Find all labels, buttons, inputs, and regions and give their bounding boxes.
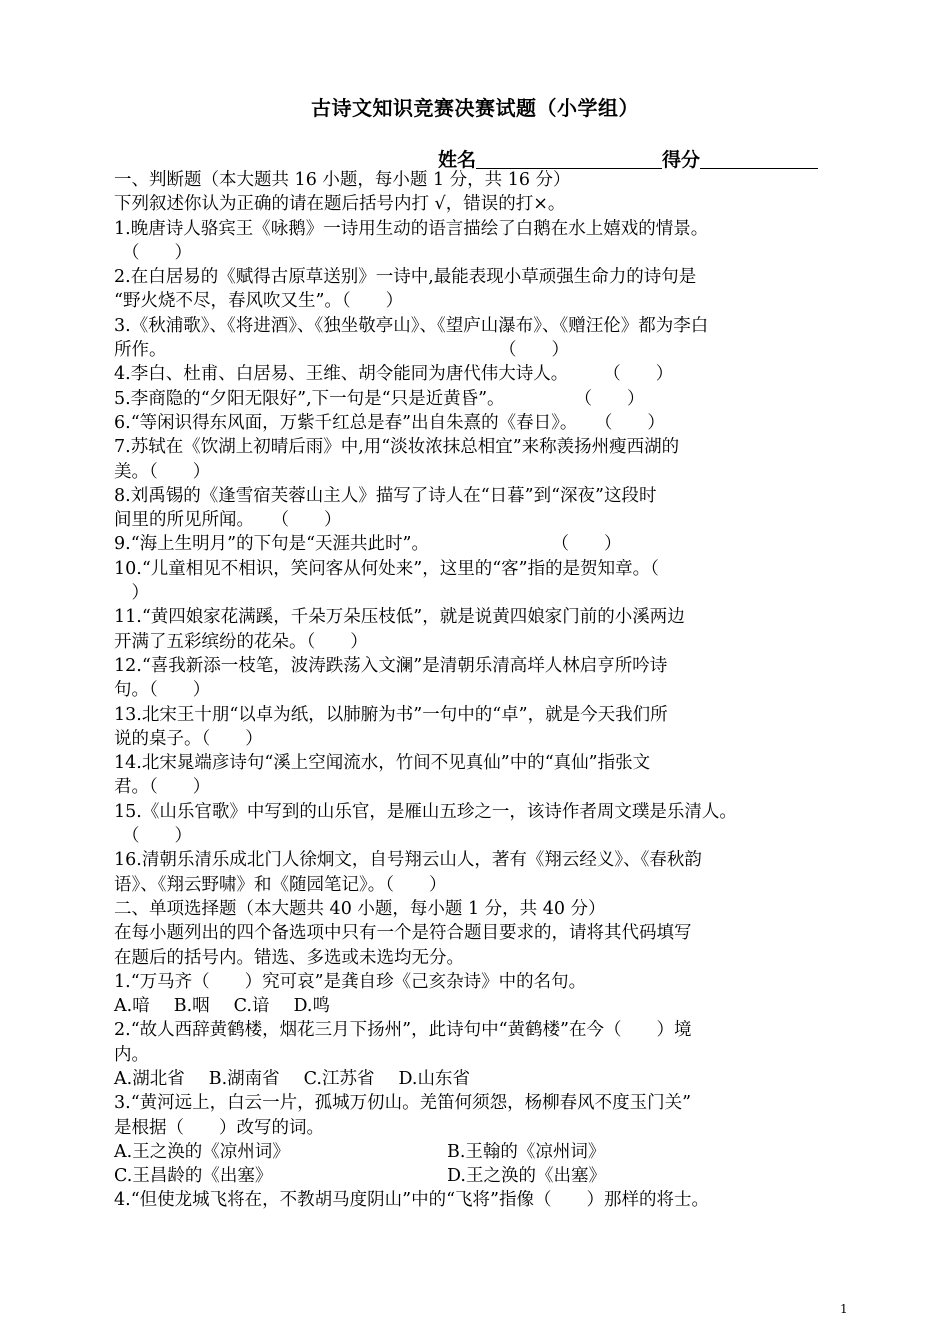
- question-line: 4.李白、杜甫、白居易、王维、胡令能同为唐代伟大诗人。 （ ）: [114, 364, 674, 385]
- question-line: “野火烧不尽，春风吹又生”。（ ）: [114, 291, 404, 312]
- question-line: 10.“儿童相见不相识，笑问客从何处来”，这里的“客”指的是贺知章。（: [114, 558, 659, 579]
- question-line: 5.李商隐的“夕阳无限好”,下一句是“只是近黄昏”。 （ ）: [114, 388, 645, 409]
- question-1-options: [114, 994, 854, 1018]
- question-line: 6.“等闲识得东风面，万紫千红总是春”出自朱熹的《春日》。 （ ）: [114, 412, 665, 433]
- section1-instruction: 下列叙述你认为正确的请在题后括号内打 √，错误的打×。: [114, 194, 566, 215]
- question-line: 15.《山乐官歌》中写到的山乐官，是雁山五珍之一，该诗作者周文璞是乐清人。: [114, 801, 737, 822]
- question-line: ）: [114, 583, 149, 604]
- exam-content: [114, 168, 854, 1213]
- score-blank[interactable]: [700, 148, 818, 169]
- option-d[interactable]: D.山东省: [398, 1068, 470, 1089]
- section1-heading: 一、判断题（本大题共 16 小题，每小题 1 分，共 16 分）: [114, 170, 571, 190]
- question-line: 说的桌子。（ ）: [114, 728, 263, 749]
- option-a[interactable]: A.湖北省: [114, 1068, 185, 1089]
- question-3-stem: 是根据（ ）改写的词。: [114, 1117, 324, 1138]
- question-line: 句。（ ）: [114, 680, 211, 701]
- section1-questions: [114, 217, 854, 897]
- question-line: 16.清朝乐清乐成北门人徐炯文，自号翔云山人，著有《翔云经义》、《春秋韵: [114, 850, 702, 871]
- section2-instruction: 在每小题列出的四个备选项中只有一个是符合题目要求的，请将其代码填写: [114, 923, 692, 944]
- option-b[interactable]: B.王翰的《凉州词》: [447, 1141, 606, 1162]
- question-line: 12.“喜我新添一枝笔，波涛跌荡入文澜”是清朝乐清高垟人林启亨所吟诗: [114, 655, 668, 676]
- question-line: 君。（ ）: [114, 777, 211, 798]
- question-3-options-row: [114, 1140, 854, 1164]
- name-blank[interactable]: [476, 148, 662, 169]
- question-line: 13.北宋王十朋“以卓为纸，以肺腑为书”一句中的“卓”，就是今天我们所: [114, 704, 668, 725]
- option-d[interactable]: D.王之涣的《出塞》: [447, 1166, 606, 1187]
- name-label: 姓名: [438, 149, 477, 171]
- option-c[interactable]: C.江苏省: [303, 1068, 375, 1089]
- page-title: 古诗文知识竞赛决赛试题（小学组）: [311, 96, 639, 120]
- question-line: 14.北宋晁端彦诗句“溪上空闻流水，竹间不见真仙”中的“真仙”指张文: [114, 753, 651, 774]
- question-1-stem: 1.“万马齐（ ）究可哀”是龚自珍《己亥杂诗》中的名句。: [114, 971, 587, 992]
- question-line: 开满了五彩缤纷的花朵。（ ）: [114, 631, 368, 652]
- score-label: 得分: [662, 149, 701, 171]
- question-line: 8.刘禹锡的《逢雪宿芙蓉山主人》描写了诗人在“日暮”到“深夜”这段时: [114, 485, 657, 506]
- question-3-options-row: [114, 1164, 854, 1188]
- answer-paren[interactable]: （ ）: [122, 826, 192, 847]
- option-b[interactable]: B.湖南省: [208, 1068, 280, 1089]
- question-line: 7.苏轼在《饮湖上初晴后雨》中,用“淡妆浓抹总相宜”来称羡扬州瘦西湖的: [114, 437, 680, 458]
- question-3-stem: 3.“黄河远上，白云一片，孤城万仞山。羌笛何须怨，杨柳春风不度玉门关”: [114, 1093, 692, 1114]
- question-line: 美。（ ）: [114, 461, 211, 482]
- question-line: 所作。 （ ）: [114, 340, 569, 361]
- option-a[interactable]: A.王之涣的《凉州词》: [114, 1141, 290, 1162]
- question-line: 1.晚唐诗人骆宾王《咏鹅》一诗用生动的语言描绘了白鹅在水上嬉戏的情景。: [114, 218, 709, 239]
- option-a[interactable]: A.喑: [114, 996, 150, 1017]
- section2-instruction: 在题后的括号内。错选、多选或未选均无分。: [114, 947, 464, 968]
- question-line: 语》、《翔云野啸》和《随园笔记》。（ ）: [114, 874, 447, 895]
- question-line: 间里的所见所闻。 （ ）: [114, 510, 342, 531]
- option-c[interactable]: C.谙: [233, 996, 270, 1017]
- question-2-stem: 2.“故人西辞黄鹤楼，烟花三月下扬州”，此诗句中“黄鹤楼”在今（ ）境: [114, 1020, 692, 1041]
- option-b[interactable]: B.咽: [173, 996, 210, 1017]
- question-line: 3.《秋浦歌》、《将进酒》、《独坐敬亭山》、《望庐山瀑布》、《赠汪伦》都为李白: [114, 315, 709, 336]
- question-2-options: [114, 1067, 854, 1091]
- question-2-stem: 内。: [114, 1044, 149, 1065]
- question-4-stem: 4.“但使龙城飞将在，不教胡马度阴山”中的“飞将”指像（ ）那样的将士。: [114, 1190, 709, 1211]
- option-c[interactable]: C.王昌龄的《出塞》: [114, 1166, 273, 1187]
- question-line: 2.在白居易的《赋得古原草送别》一诗中,最能表现小草顽强生命力的诗句是: [114, 267, 697, 288]
- option-d[interactable]: D.鸣: [293, 996, 330, 1017]
- question-line: 9.“海上生明月”的下句是“天涯共此时”。 （ ）: [114, 534, 622, 555]
- question-line: 11.“黄四娘家花满蹊，千朵万朵压枝低”，就是说黄四娘家门前的小溪两边: [114, 607, 685, 628]
- page-number: 1: [840, 1302, 848, 1316]
- answer-paren[interactable]: （ ）: [122, 242, 192, 263]
- section2-heading: 二、单项选择题（本大题共 40 小题，每小题 1 分，共 40 分）: [114, 898, 606, 919]
